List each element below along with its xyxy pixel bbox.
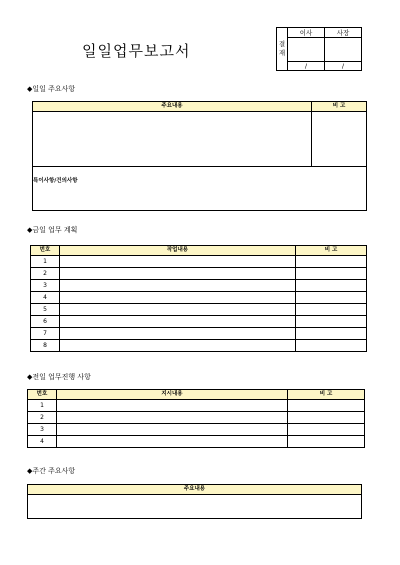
plan-row: [31, 328, 367, 340]
approval-col-president: 사장: [325, 28, 362, 38]
approval-side-label-1: 결: [278, 40, 286, 48]
weekly-content-cell[interactable]: [28, 495, 362, 519]
section-daily-heading: ◆일일 주요사항: [27, 85, 76, 93]
plan-row-note-cell[interactable]: [296, 340, 367, 352]
plan-row: [31, 256, 367, 268]
plan-row-work-cell[interactable]: [60, 256, 296, 268]
previous-row: [28, 412, 365, 424]
plan-row-number: 2: [31, 268, 60, 280]
previous-row-number: 2: [28, 412, 57, 424]
approval-sign-president[interactable]: [325, 38, 362, 62]
previous-row-work-cell[interactable]: [57, 436, 288, 448]
previous-row-work-cell[interactable]: [57, 412, 288, 424]
special-notes-label: 특이사항/건의사항: [33, 178, 78, 184]
plan-row-work-cell[interactable]: [60, 304, 296, 316]
plan-row-note-cell[interactable]: [296, 304, 367, 316]
previous-row-note-cell[interactable]: [288, 412, 365, 424]
previous-row-note-cell[interactable]: [288, 424, 365, 436]
previous-row: [28, 400, 365, 412]
previous-col-note: 비 고: [288, 390, 365, 400]
approval-side-label: [277, 28, 288, 71]
plan-row-number: 5: [31, 304, 60, 316]
section-previous-heading: ◆전일 업무진행 사항: [27, 373, 91, 381]
plan-row-number: 6: [31, 316, 60, 328]
plan-row-note-cell[interactable]: [296, 316, 367, 328]
daily-col-note: 비 고: [312, 102, 367, 112]
plan-row: [31, 316, 367, 328]
plan-row-number: 8: [31, 340, 60, 352]
plan-row-number: 1: [31, 256, 60, 268]
special-notes-cell[interactable]: [33, 167, 367, 211]
plan-row: [31, 304, 367, 316]
plan-row-note-cell[interactable]: [296, 256, 367, 268]
previous-row-number: 1: [28, 400, 57, 412]
previous-table: [27, 389, 365, 448]
previous-row-note-cell[interactable]: [288, 400, 365, 412]
previous-row: [28, 424, 365, 436]
plan-row-work-cell[interactable]: [60, 292, 296, 304]
previous-row-number: 3: [28, 424, 57, 436]
approval-date-director[interactable]: /: [288, 62, 325, 71]
approval-side-label-2: 재: [278, 49, 286, 57]
approval-date-president[interactable]: /: [325, 62, 362, 71]
plan-row-note-cell[interactable]: [296, 280, 367, 292]
plan-row-work-cell[interactable]: [60, 340, 296, 352]
weekly-table: [27, 484, 362, 519]
daily-main-table: [32, 101, 367, 211]
plan-row-work-cell[interactable]: [60, 268, 296, 280]
plan-row: [31, 340, 367, 352]
plan-table: [30, 245, 367, 352]
previous-col-work: 지시내용: [57, 390, 288, 400]
plan-row: [31, 280, 367, 292]
plan-col-no: 번호: [31, 246, 60, 256]
plan-row-note-cell[interactable]: [296, 292, 367, 304]
daily-content-cell[interactable]: [33, 112, 312, 167]
previous-row-note-cell[interactable]: [288, 436, 365, 448]
page-title: 일일업무보고서: [82, 42, 191, 60]
weekly-col-content: 주요내용: [28, 485, 362, 495]
plan-row: [31, 292, 367, 304]
plan-row-work-cell[interactable]: [60, 328, 296, 340]
plan-col-work: 작업내용: [60, 246, 296, 256]
plan-row-number: 4: [31, 292, 60, 304]
previous-row-work-cell[interactable]: [57, 400, 288, 412]
previous-row: [28, 436, 365, 448]
approval-sign-director[interactable]: [288, 38, 325, 62]
plan-row: [31, 268, 367, 280]
approval-box: [276, 27, 362, 71]
plan-row-number: 7: [31, 328, 60, 340]
plan-row-note-cell[interactable]: [296, 268, 367, 280]
daily-col-content: 주요내용: [33, 102, 312, 112]
previous-row-number: 4: [28, 436, 57, 448]
daily-note-cell[interactable]: [312, 112, 367, 167]
plan-row-note-cell[interactable]: [296, 328, 367, 340]
approval-col-director: 이사: [288, 28, 325, 38]
section-plan-heading: ◆금일 업무 계획: [27, 226, 78, 234]
section-weekly-heading: ◆주간 주요사항: [27, 467, 76, 475]
previous-row-work-cell[interactable]: [57, 424, 288, 436]
previous-col-no: 번호: [28, 390, 57, 400]
plan-row-work-cell[interactable]: [60, 316, 296, 328]
plan-row-work-cell[interactable]: [60, 280, 296, 292]
plan-row-number: 3: [31, 280, 60, 292]
plan-col-note: 비 고: [296, 246, 367, 256]
